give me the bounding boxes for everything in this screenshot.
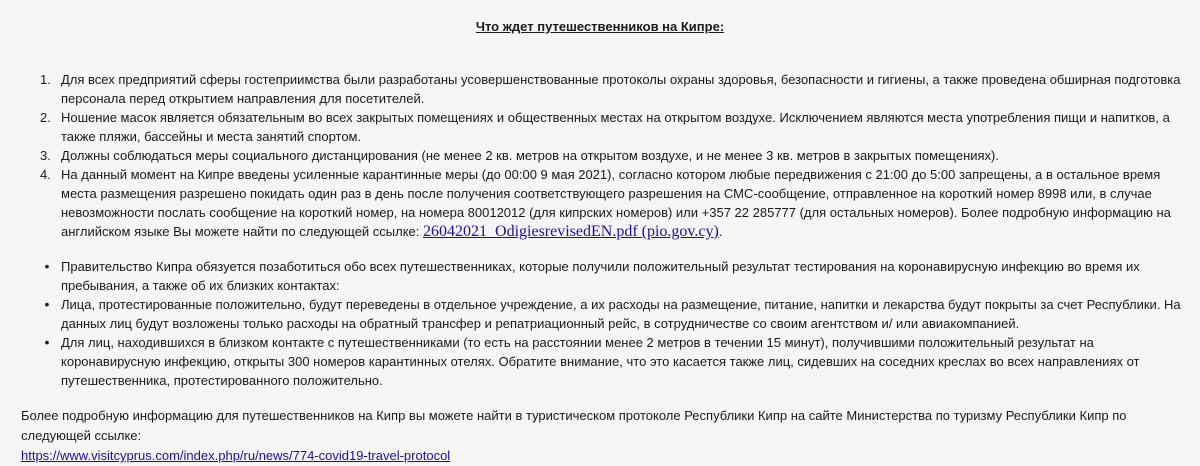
numbered-list: [0, 70, 1200, 241]
list-item-number: 3.: [40, 148, 51, 163]
bullet-icon: •: [44, 258, 50, 274]
link-trailing-period: .: [718, 224, 723, 239]
bullet-item-text: Лица, протестированные положительно, будут переведены в отдельное учреждение, а их расходы на размещение, питание, напитки и лекарства будут покрыты за счет Республики. На данных лиц будут возложены только расходы на обратный трансфер и репатриационный рейс, в сотрудничестве со своим агентством и/ или авиакомпанией.: [61, 297, 1181, 331]
list-item-text: Ношение масок является обязательным во всех закрытых помещениях и общественных местах на открытом воздухе. Исключением являются места употребления пищи и напитков, а также пляжи, бассейны и места занятий спортом.: [61, 110, 1170, 144]
bullet-icon: •: [44, 296, 50, 312]
list-item: [0, 108, 1200, 146]
list-item-number: 1.: [40, 72, 51, 87]
bullet-icon: •: [44, 334, 50, 350]
list-item-number: 2.: [40, 110, 51, 125]
list-item-number: 4.: [40, 167, 51, 182]
bullet-item: [0, 333, 1200, 390]
list-item-text: Для всех предприятий сферы гостеприимства были разработаны усовершенствованные протоколы охраны здоровья, безопасности и гигиены, а также проведена обширная подготовка персонала перед открытием направления для посетителей.: [61, 72, 1181, 106]
list-item: [0, 146, 1200, 165]
bullet-item-text: Для лиц, находившихся в близком контакте с путешественниками (то есть на расстоянии менее 2 метров в течении 15 минут), получившими положительный результат на коронавирусную инфекцию, открыты 300 номеров карантинных отелях. Обратите внимание, что это касается также лиц, сидевших на соседних креслах во всех направлениях от путешественника, протестированного положительно.: [61, 335, 1140, 388]
page-title-text: Что ждет путешественников на Кипре:: [475, 19, 725, 34]
page-title: [0, 19, 1200, 34]
list-item-text: На данный момент на Кипре введены усиленные карантинные меры (до 00:00 9 мая 2021), согласно котором любые передвижения с 21:00 до 5:00 запрещены, а в остальное время места размещения разрешено покидать один раз в день после получения соответствующего разрешения на СМС-сообщение, отправленное на короткий номер 8998 или, в случае невозможности послать сообщение на короткий номер, на номера 80012012 (для кипрских номеров) или +357 22 285777 (для остальных номеров). Более подробную информацию на английском языке Вы можете найти по следующей ссылке:: [61, 167, 1171, 239]
bullet-item-text: Правительство Кипра обязуется позаботиться обо всех путешественниках, которые получили положительный результат тестирования на коронавирусную инфекцию во время их пребывания, а также об их близких контактах:: [61, 259, 1140, 293]
travel-protocol-link[interactable]: https://www.visitcyprus.com/index.php/ru/news/774-covid19-travel-protocol: [21, 448, 451, 463]
bullet-list: [0, 257, 1200, 390]
pdf-document-link[interactable]: 26042021_OdigiesrevisedEN.pdf (pio.gov.cy): [423, 223, 719, 240]
list-item-text: Должны соблюдаться меры социального дистанцирования (не менее 2 кв. метров на открытом воздухе, и не менее 3 кв. метров в закрытых помещениях).: [61, 148, 999, 163]
list-item: [0, 70, 1200, 108]
footer-paragraph: [21, 406, 1186, 466]
bullet-item: [0, 295, 1200, 333]
list-item: [0, 165, 1200, 241]
footer-text: Более подробную информацию для путешественников на Кипр вы можете найти в туристическом протоколе Республики Кипр на сайте Министерства по туризму Республики Кипр по следующей ссылке:: [21, 408, 1127, 443]
list-item-content: [61, 165, 1181, 241]
bullet-item: [0, 257, 1200, 295]
